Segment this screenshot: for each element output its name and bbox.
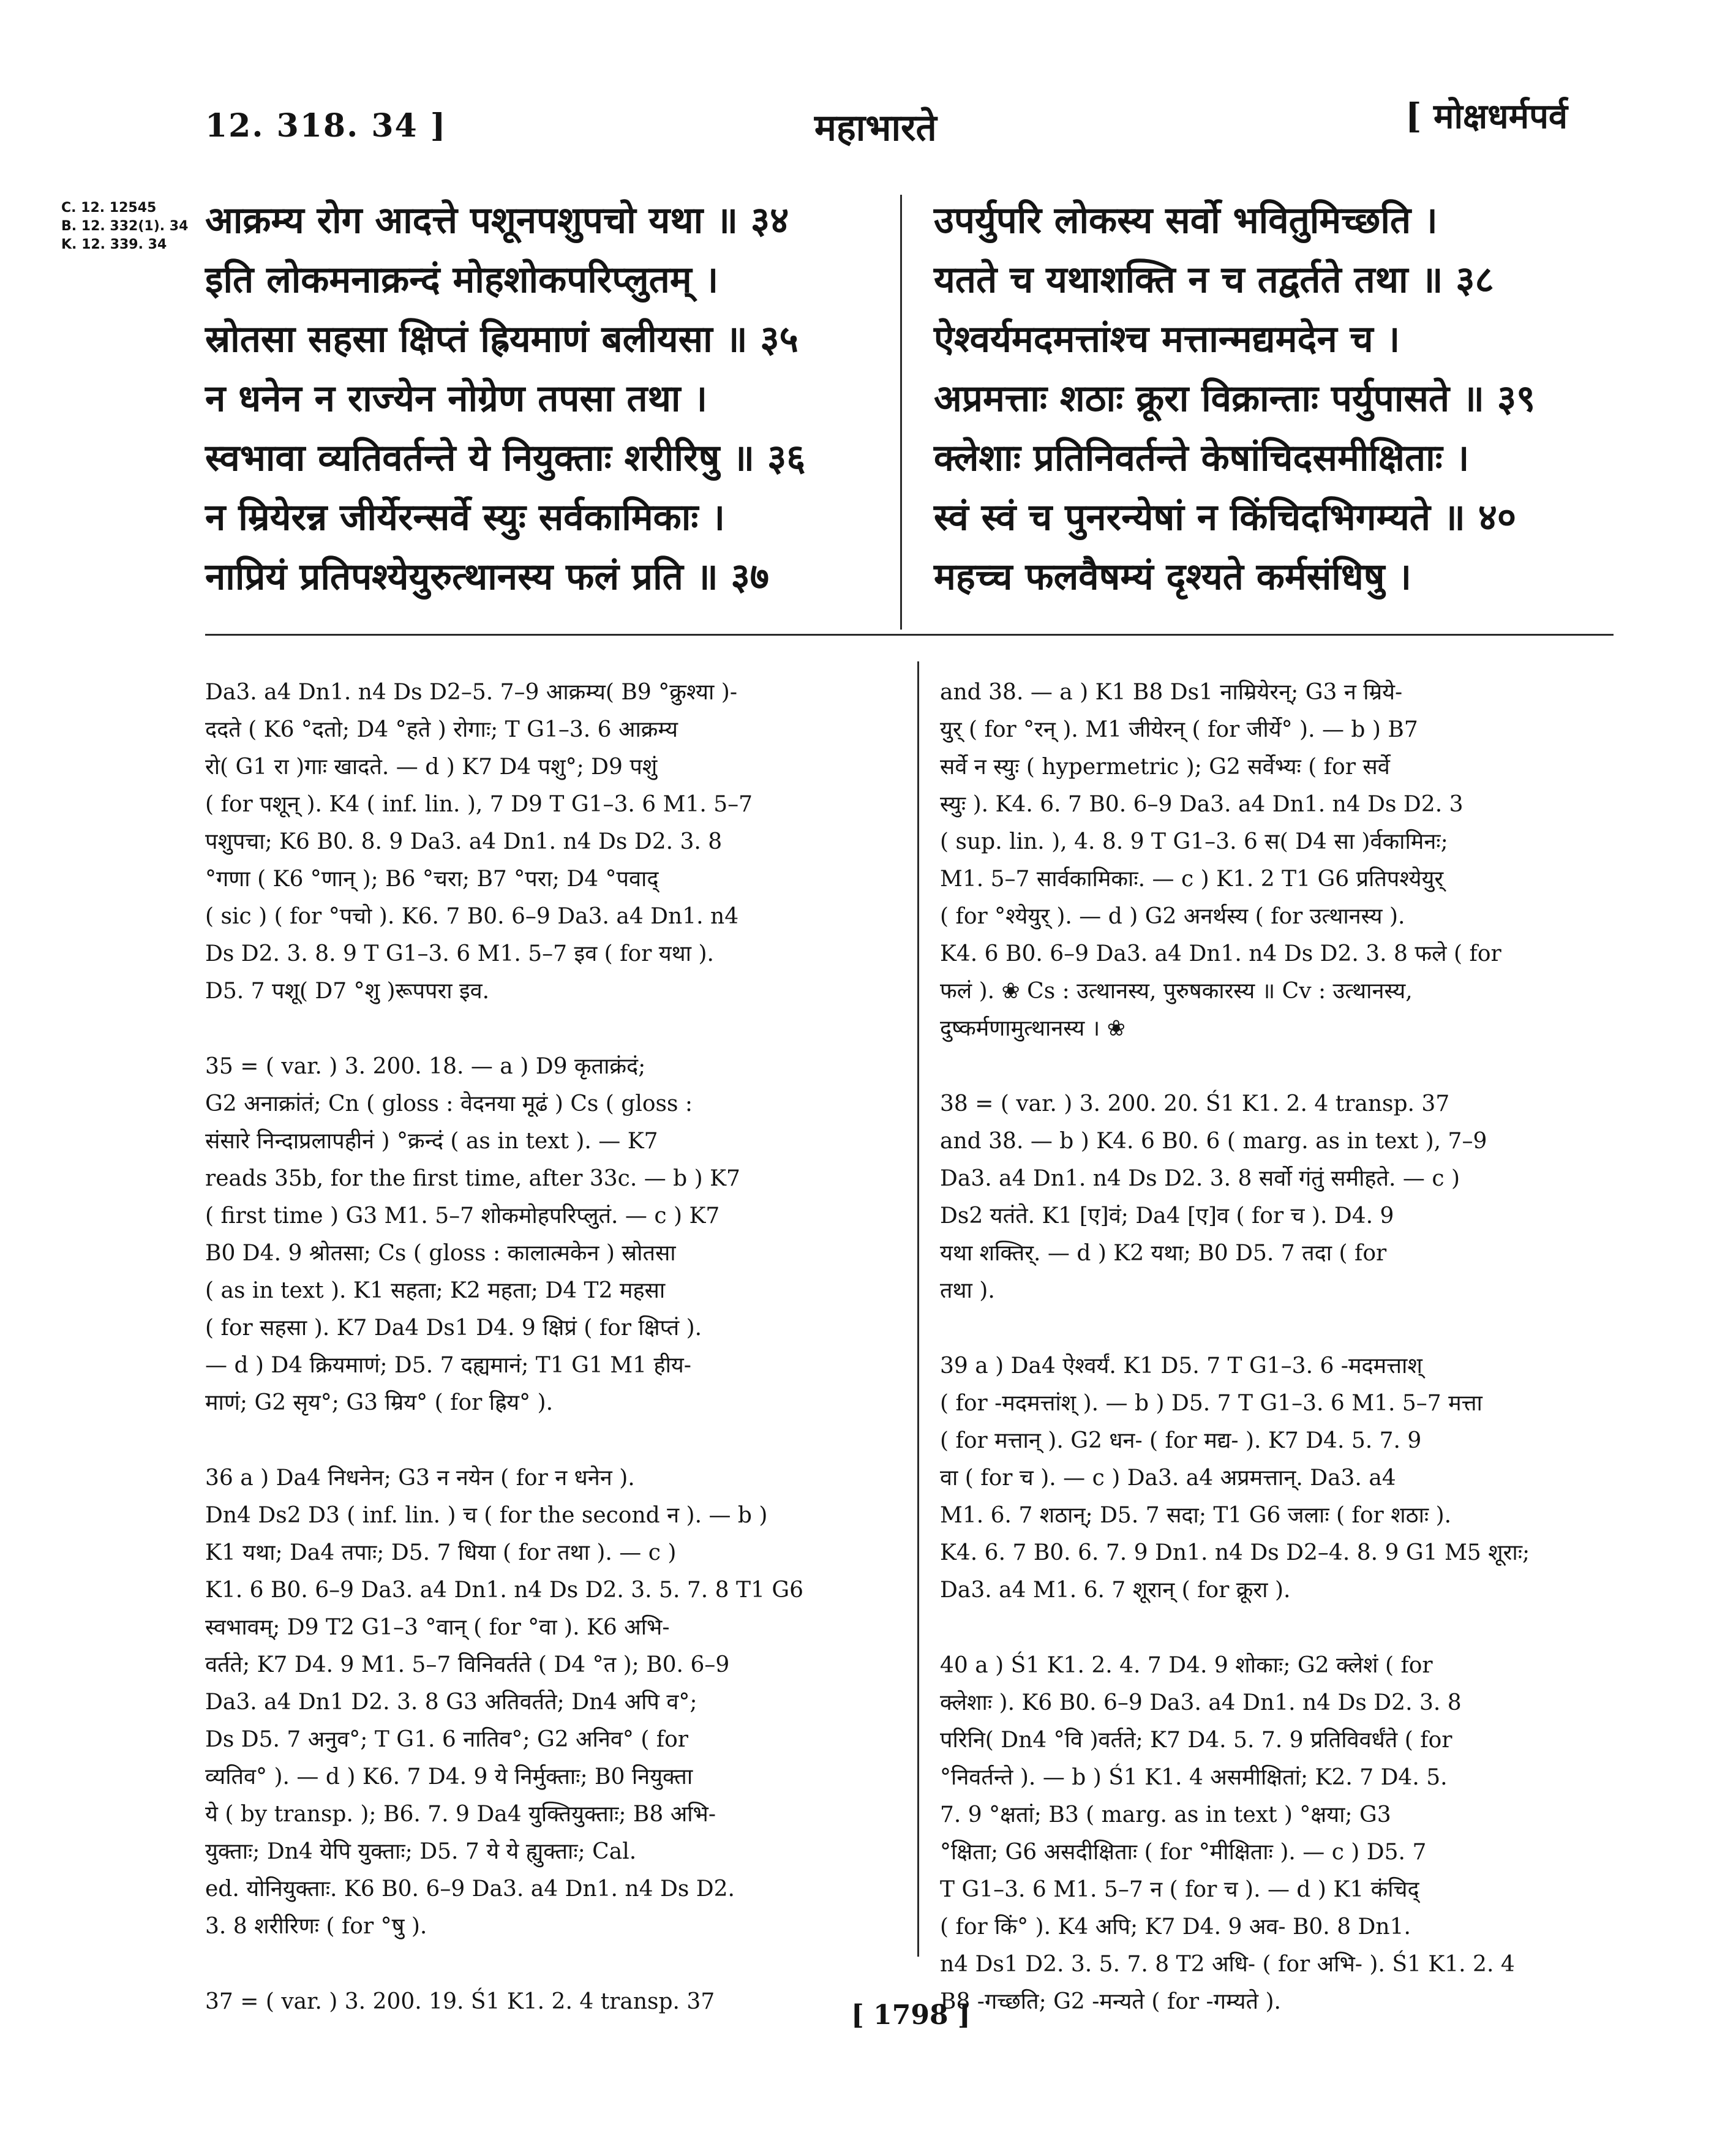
apparatus-line: B8 -गच्छति; G2 -मन्यते ( for -गम्यते ). [940, 1989, 1281, 2014]
apparatus-line: ( for -मदमत्तांश् ). — b ) D5. 7 T G1–3. 6 M1. 5–7 मत्ता [940, 1391, 1482, 1416]
apparatus-line: Da3. a4 M1. 6. 7 शूरान् ( for क्रूरा ). [940, 1578, 1291, 1603]
apparatus-line: 38 = ( var. ) 3. 200. 20. Ś1 K1. 2. 4 transp. 37 [940, 1091, 1450, 1116]
verse-line: स्रोतसा सहसा क्षिप्तं ह्रियमाणं बलीयसा ॥ ३५ [205, 318, 798, 361]
apparatus-divider [917, 661, 919, 1957]
header-title: महाभारते [814, 107, 937, 149]
verse-line: आक्रम्य रोग आदत्ते पशूनपशुपचो यथा ॥ ३४ [205, 199, 789, 242]
apparatus-line: पशुपचा; K6 B0. 8. 9 Da3. a4 Dn1. n4 Ds D2. 3. 8 [205, 829, 723, 854]
apparatus-line: ददते ( K6 °दतो; D4 °हते ) रोगाः; T G1–3. 6 आक्रम्य [205, 717, 678, 742]
apparatus-line: 36 a ) Da4 निधनेन; G3 न नयेन ( for न धनेन ). [205, 1466, 635, 1491]
apparatus-line: °निवर्तन्ते ). — b ) Ś1 K1. 4 असमीक्षितां; K2. 7 D4. 5. [940, 1765, 1448, 1790]
apparatus-line: संसारे निन्दाप्रलापहीनं ) °क्रन्दं ( as in text ). — K7 [205, 1129, 658, 1154]
column-divider [900, 195, 902, 630]
paragraph-gap [940, 1609, 1620, 1647]
apparatus-line: 39 a ) Da4 ऐश्वर्यं. K1 D5. 7 T G1–3. 6 -मदमत्ताश् [940, 1353, 1422, 1379]
apparatus-line: ( sic ) ( for °पचो ). K6. 7 B0. 6–9 Da3. a4 Dn1. n4 [205, 904, 739, 929]
verse-line: स्वभावा व्यतिवर्तन्ते ये नियुक्ताः शरीरिषु ॥ ३६ [205, 437, 806, 480]
apparatus-note [940, 1647, 1620, 2020]
apparatus-line: G2 अनाक्रांतं; Cn ( gloss : वेदनया मूढं ) Cs ( gloss : [205, 1091, 693, 1116]
apparatus-line: K1 यथा; Da4 तपाः; D5. 7 धिया ( for तथा ). — c ) [205, 1540, 677, 1565]
apparatus-line: स्वभावम्; D9 T2 G1–3 °वान् ( for °वा ). K6 अभि- [205, 1615, 670, 1640]
apparatus-line: रो( G1 रा )गाः खादते. — d ) K7 D4 पशु°; D9 पशुं [205, 754, 658, 780]
apparatus-line: K4. 6 B0. 6–9 Da3. a4 Dn1. n4 Ds D2. 3. 8 फले ( for [940, 941, 1501, 966]
verse-line: नाप्रियं प्रतिपश्येयुरुत्थानस्य फलं प्रति ॥ ३७ [205, 555, 769, 598]
verse-line: इति लोकमनाक्रन्दं मोहशोकपरिप्लुतम् । [205, 258, 719, 301]
apparatus-line: Dn4 Ds2 D3 ( inf. lin. ) च ( for the second न ). — b ) [205, 1503, 768, 1528]
apparatus-line: युक्ताः; Dn4 येपि युक्ताः; D5. 7 ये ये ह्युक्ताः; Cal. [205, 1839, 637, 1864]
siglum: C. 12. 12545 [61, 200, 157, 216]
header-section: [ मोक्षधर्मपर्व [1405, 96, 1568, 137]
apparatus-note [205, 1459, 897, 1945]
siglum: K. 12. 339. 34 [61, 237, 167, 252]
apparatus-line: and 38. — a ) K1 B8 Ds1 नाम्रियेरन्; G3 न म्रिये- [940, 680, 1403, 705]
verse-line: अप्रमत्ताः शठाः क्रूरा विक्रान्ताः पर्युपासते ॥ ३९ [934, 377, 1536, 420]
paragraph-gap [940, 1309, 1620, 1347]
apparatus-line: and 38. — b ) K4. 6 B0. 6 ( marg. as in text ), 7–9 [940, 1129, 1487, 1154]
verse-line: न धनेन न राज्येन नोग्रेण तपसा तथा । [205, 377, 708, 420]
apparatus-line: वर्तते; K7 D4. 9 M1. 5–7 विनिवर्तते ( D4 °त ); B0. 6–9 [205, 1652, 730, 1677]
apparatus-line: reads 35b, for the first time, after 33c. — b ) K7 [205, 1166, 740, 1191]
apparatus-line: — d ) D4 क्रियमाणं; D5. 7 दह्यमानं; T1 G1 M1 हीय- [205, 1353, 691, 1378]
apparatus-line: क्लेशाः ). K6 B0. 6–9 Da3. a4 Dn1. n4 Ds D2. 3. 8 [940, 1690, 1462, 1715]
apparatus-line: B0 D4. 9 श्रोतसा; Cs ( gloss : कालात्मकेन ) स्रोतसा [205, 1241, 676, 1266]
siglum: B. 12. 332(1). 34 [61, 219, 189, 234]
apparatus-line: वा ( for च ). — c ) Da3. a4 अप्रमत्तान्. Da3. a4 [940, 1466, 1396, 1491]
apparatus-column-left [205, 674, 897, 2020]
apparatus-line: M1. 5–7 सार्वकामिकाः. — c ) K1. 2 T1 G6 प्रतिपश्येयुर् [940, 867, 1444, 892]
apparatus-line: व्यतिव° ). — d ) K6. 7 D4. 9 ये निर्मुक्ताः; B0 नियुक्ता [205, 1764, 693, 1789]
apparatus-line: T G1–3. 6 M1. 5–7 न ( for च ). — d ) K1 कंचिद् [940, 1877, 1419, 1902]
concordance-sigla [61, 199, 188, 254]
apparatus-note [940, 1085, 1620, 1309]
apparatus-column-right [940, 674, 1620, 2020]
paragraph-gap [940, 1047, 1620, 1085]
apparatus-line: फलं ). ❀ Cs : उत्थानस्य, पुरुषकारस्य ॥ Cv : उत्थानस्य, [940, 979, 1413, 1004]
apparatus-note [940, 1347, 1620, 1609]
paragraph-gap [205, 1945, 897, 1983]
apparatus-line: Ds2 यतंते. K1 [ए]वं; Da4 [ए]व ( for च ). D4. 9 [940, 1203, 1394, 1229]
apparatus-line: Da3. a4 Dn1. n4 Ds D2–5. 7–9 आक्रम्य( B9 °क्रुश्या )- [205, 680, 738, 705]
apparatus-line: ed. योनियुक्ताः. K6 B0. 6–9 Da3. a4 Dn1. n4 Ds D2. [205, 1876, 735, 1902]
apparatus-line: 7. 9 °क्षतां; B3 ( marg. as in text ) °क्षया; G3 [940, 1802, 1391, 1827]
verse-line: क्लेशाः प्रतिनिवर्तन्ते केषांचिदसमीक्षिताः । [934, 437, 1470, 480]
apparatus-line: Ds D5. 7 अनुव°; T G1. 6 नातिव°; G2 अनिव° ( for [205, 1727, 689, 1752]
apparatus-line: n4 Ds1 D2. 3. 5. 7. 8 T2 अधि- ( for अभि- ). Ś1 K1. 2. 4 [940, 1952, 1515, 1977]
verse-line: उपर्युपरि लोकस्य सर्वो भवितुमिच्छति । [934, 199, 1438, 242]
verse-column-right [934, 191, 1614, 607]
paragraph-gap [205, 1010, 897, 1048]
apparatus-line: Da3. a4 Dn1. n4 Ds D2. 3. 8 सर्वो गंतुं समीहते. — c ) [940, 1166, 1460, 1191]
apparatus-line: परिनि( Dn4 °वि )वर्तते; K7 D4. 5. 7. 9 प्रतिविवर्धंते ( for [940, 1728, 1452, 1753]
apparatus-note [205, 1048, 897, 1421]
apparatus-line: ( first time ) G3 M1. 5–7 शोकमोहपरिप्लुतं. — c ) K7 [205, 1203, 720, 1229]
apparatus-line: ये ( by transp. ); B6. 7. 9 Da4 युक्तियुक्ताः; B8 अभि- [205, 1802, 716, 1827]
paragraph-gap [205, 1421, 897, 1459]
apparatus-line: ( for °श्येयुर् ). — d ) G2 अनर्थस्य ( for उत्थानस्य ). [940, 904, 1405, 929]
apparatus-line: M1. 6. 7 शठान्; D5. 7 सदा; T1 G6 जलाः ( for शठाः ). [940, 1503, 1452, 1528]
page-number: [ 1798 ] [851, 2000, 971, 2031]
apparatus-line: सर्वे न स्युः ( hypermetric ); G2 सर्वेभ्यः ( for सर्वे [940, 754, 1390, 780]
apparatus-line: ( for सहसा ). K7 Da4 Ds1 D4. 9 क्षिप्रं ( for क्षिप्तं ). [205, 1315, 702, 1341]
apparatus-line: ( for पशून् ). K4 ( inf. lin. ), 7 D9 T G1–3. 6 M1. 5–7 [205, 792, 753, 817]
apparatus-note [205, 674, 897, 1010]
apparatus-note [205, 1983, 897, 2020]
apparatus-line: Da3. a4 Dn1 D2. 3. 8 G3 अतिवर्तते; Dn4 अपि व°; [205, 1690, 697, 1715]
apparatus-line: °गणा ( K6 °णान् ); B6 °चरा; B7 °परा; D4 °पवाद् [205, 867, 659, 892]
apparatus-line: ( for मत्तान् ). G2 धन- ( for मद्य- ). K7 D4. 5. 7. 9 [940, 1428, 1422, 1453]
apparatus-line: 40 a ) Ś1 K1. 2. 4. 7 D4. 9 शोकाः; G2 क्लेशं ( for [940, 1653, 1433, 1678]
verse-line: यतते च यथाशक्ति न च तद्वर्तते तथा ॥ ३८ [934, 258, 1494, 301]
apparatus-line: ( as in text ). K1 सहता; K2 महता; D4 T2 महसा [205, 1278, 666, 1303]
verse-line: ऐश्वर्यमदमत्तांश्च मत्तान्मद्यमदेन च । [934, 318, 1400, 361]
apparatus-line: K1. 6 B0. 6–9 Da3. a4 Dn1. n4 Ds D2. 3. 5. 7. 8 T1 G6 [205, 1578, 804, 1603]
apparatus-line: ( sup. lin. ), 4. 8. 9 T G1–3. 6 स( D4 सा )र्वकामिनः; [940, 829, 1448, 854]
apparatus-line: तथा ). [940, 1278, 995, 1303]
apparatus-line: K4. 6. 7 B0. 6. 7. 9 Dn1. n4 Ds D2–4. 8. 9 G1 M5 शूराः; [940, 1540, 1530, 1565]
apparatus-line: माणं; G2 सृय°; G3 म्रिय° ( for ह्रिय° ). [205, 1390, 554, 1415]
apparatus-line: यथा शक्तिर्. — d ) K2 यथा; B0 D5. 7 तदा ( for [940, 1241, 1387, 1266]
apparatus-note [940, 674, 1620, 1047]
apparatus-line: Ds D2. 3. 8. 9 T G1–3. 6 M1. 5–7 इव ( for यथा ). [205, 941, 714, 966]
apparatus-line: 35 = ( var. ) 3. 200. 18. — a ) D9 कृताक्रंदं; [205, 1054, 646, 1079]
apparatus-line: युर् ( for °रन् ). M1 जीयेरन् ( for जीर्ये° ). — b ) B7 [940, 717, 1418, 742]
apparatus-line: D5. 7 पशू( D7 °शु )रूपपरा इव. [205, 979, 490, 1004]
apparatus-line: ( for किं° ). K4 अपि; K7 D4. 9 अव- B0. 8 Dn1. [940, 1914, 1411, 1940]
verse-line: महच्च फलवैषम्यं दृश्यते कर्मसंधिषु । [934, 555, 1412, 598]
header-verse-reference: 12. 318. 34 ] [205, 107, 447, 145]
verse-line: स्वं स्वं च पुनरन्येषां न किंचिदभिगम्यते ॥ ४० [934, 496, 1517, 539]
apparatus-line: स्युः ). K4. 6. 7 B0. 6–9 Da3. a4 Dn1. n4 Ds D2. 3 [940, 792, 1464, 817]
apparatus-line: °क्षिता; G6 असदीक्षिताः ( for °मीक्षिताः ). — c ) D5. 7 [940, 1840, 1427, 1865]
apparatus-line: 37 = ( var. ) 3. 200. 19. Ś1 K1. 2. 4 transp. 37 [205, 1989, 715, 2014]
apparatus-line: 3. 8 शरीरिणः ( for °षु ). [205, 1914, 427, 1939]
section-divider [205, 634, 1614, 636]
verse-column-left [205, 191, 879, 607]
verse-line: न म्रियेरन्न जीर्येरन्सर्वे स्युः सर्वकामिकाः । [205, 496, 726, 539]
apparatus-line: दुष्कर्मणामुत्थानस्य । ❀ [940, 1016, 1125, 1041]
